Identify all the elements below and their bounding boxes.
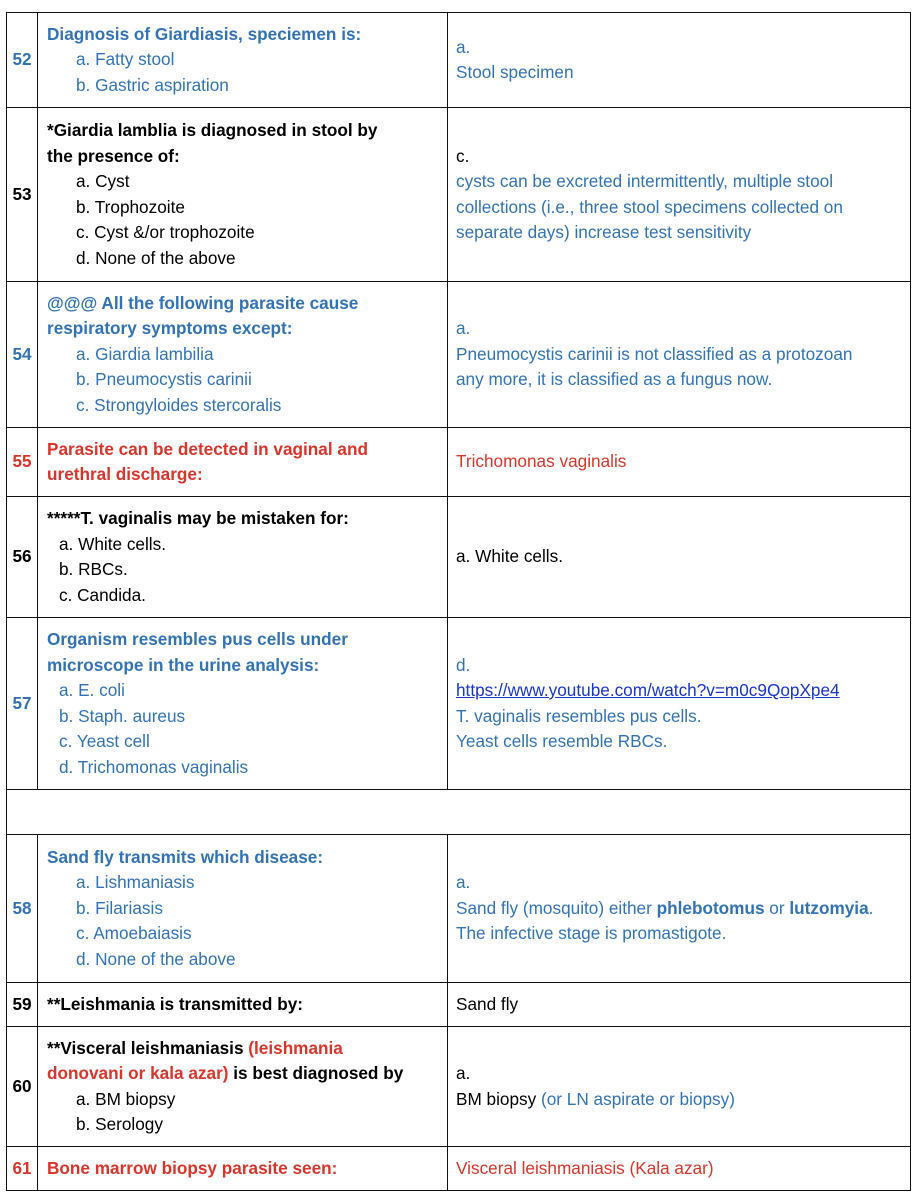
table-row: [7, 108, 911, 282]
option: a. Giardia lambilia: [76, 343, 214, 364]
answer-text: or: [764, 897, 790, 918]
question-cell: [38, 1027, 448, 1147]
table-row: [7, 618, 911, 790]
option: c. Amoebaiasis: [76, 923, 192, 944]
question-number: 53: [7, 108, 38, 282]
question-stem: *****T. vaginalis may be mistaken for:: [47, 508, 349, 528]
question-stem: Organism resembles pus cells under: [47, 629, 348, 649]
table-row: [7, 835, 911, 983]
question-number: 56: [7, 497, 38, 618]
answer-cell: [448, 497, 911, 618]
answer-line: cysts can be excreted intermittently, multiple stool: [456, 171, 834, 191]
question-cell: [38, 282, 448, 428]
empty-cell: [7, 790, 911, 835]
option: b. Serology: [76, 1114, 163, 1134]
answer-letter: a.: [456, 318, 471, 339]
question-number: 57: [7, 618, 38, 790]
question-stem: Diagnosis of Giardiasis, speciemen is:: [47, 23, 362, 44]
table-row: [7, 13, 911, 108]
question-number: 60: [7, 1027, 38, 1147]
answer-text: Sand fly (mosquito) either: [456, 897, 657, 918]
answer-line: T. vaginalis resembles pus cells.: [456, 705, 702, 726]
answer-cell: [448, 1147, 911, 1191]
question-number: 58: [7, 835, 38, 983]
table-row: [7, 428, 911, 497]
question-stem: the presence of:: [47, 145, 180, 166]
table-row: [7, 282, 911, 428]
option: c. Strongyloides stercoralis: [76, 394, 282, 415]
answer-line: separate days) increase test sensitivity: [456, 222, 752, 242]
option: a. E. coli: [59, 680, 125, 700]
answer-line: Sand fly: [456, 993, 519, 1014]
answer-cell: [448, 108, 911, 282]
answer-cell: [448, 282, 911, 428]
answer-letter: a.: [456, 1063, 471, 1083]
answer-bold: lutzomyia: [789, 897, 869, 918]
answer-extra: (or LN aspirate or biopsy): [541, 1088, 735, 1109]
stem-red: donovani or kala azar): [47, 1063, 229, 1083]
answer-line: Trichomonas vaginalis: [456, 451, 627, 472]
question-cell: [38, 13, 448, 108]
option: c. Candida.: [59, 584, 146, 605]
question-cell: [38, 1147, 448, 1191]
question-stem: Sand fly transmits which disease:: [47, 846, 324, 867]
table-row: [7, 1027, 911, 1147]
answer-text: .: [868, 897, 874, 918]
option: a. Fatty stool: [76, 49, 175, 70]
table-row: [7, 1147, 911, 1191]
question-cell: [38, 983, 448, 1027]
option: d. None of the above: [76, 948, 236, 969]
answer-line: collections (i.e., three stool specimens collected on: [456, 196, 843, 217]
question-stem: [47, 1061, 439, 1087]
question-number: 55: [7, 428, 38, 497]
question-cell: [38, 428, 448, 497]
option: d. None of the above: [76, 247, 236, 268]
question-stem: Parasite can be detected in vaginal and: [47, 438, 368, 459]
answer-cell: [448, 1027, 911, 1147]
qa-table: [6, 12, 911, 1191]
youtube-link[interactable]: https://www.youtube.com/watch?v=m0c9QopXpe4: [456, 680, 840, 700]
question-number: 59: [7, 983, 38, 1027]
answer-line: [456, 1087, 902, 1113]
table-row: [7, 497, 911, 618]
answer-line: Pneumocystis carinii is not classified as a protozoan: [456, 343, 853, 364]
answer-line: a. White cells.: [456, 546, 563, 567]
question-cell: [38, 497, 448, 618]
question-stem: urethral discharge:: [47, 464, 203, 484]
question-stem: microscope in the urine analysis:: [47, 654, 320, 675]
option: a. Cyst: [76, 171, 130, 191]
answer-line: The infective stage is promastigote.: [456, 923, 727, 944]
answer-letter: c.: [456, 145, 470, 166]
option: c. Cyst &/or trophozoite: [76, 222, 255, 242]
question-stem: [47, 1036, 439, 1062]
option: b. Trophozoite: [76, 196, 185, 217]
table-row: [7, 983, 911, 1027]
answer-letter: a.: [456, 36, 471, 57]
empty-row: [7, 790, 911, 835]
answer-cell: [448, 983, 911, 1027]
question-stem: Bone marrow biopsy parasite seen:: [47, 1157, 338, 1178]
answer-line: Visceral leishmaniasis (Kala azar): [456, 1157, 714, 1178]
option: d. Trichomonas vaginalis: [59, 756, 249, 777]
question-stem: @@@ All the following parasite cause: [47, 292, 359, 313]
question-number: 54: [7, 282, 38, 428]
question-stem: **Leishmania is transmitted by:: [47, 993, 303, 1014]
option: b. Pneumocystis carinii: [76, 369, 252, 390]
answer-cell: [448, 13, 911, 108]
answer-line: Stool specimen: [456, 62, 574, 82]
option: b. Filariasis: [76, 897, 163, 918]
option: a. Lishmaniasis: [76, 872, 195, 893]
answer-letter: d.: [456, 654, 471, 675]
option: b. Staph. aureus: [59, 705, 186, 726]
stem-text: **Visceral leishmaniasis: [47, 1037, 249, 1058]
stem-text: is best diagnosed by: [228, 1063, 404, 1083]
option: a. White cells.: [59, 533, 166, 554]
question-number: 61: [7, 1147, 38, 1191]
question-stem: respiratory symptoms except:: [47, 318, 293, 339]
answer-letter: a.: [456, 872, 471, 893]
answer-line: [456, 896, 902, 922]
question-cell: [38, 618, 448, 790]
answer-cell: [448, 618, 911, 790]
answer-text: BM biopsy: [456, 1088, 542, 1109]
option: b. Gastric aspiration: [76, 74, 229, 95]
question-stem: *Giardia lamblia is diagnosed in stool by: [47, 120, 378, 140]
stem-red: (leishmania: [248, 1037, 343, 1058]
question-cell: [38, 108, 448, 282]
answer-cell: [448, 835, 911, 983]
answer-line: any more, it is classified as a fungus now.: [456, 369, 773, 390]
option: c. Yeast cell: [59, 731, 150, 751]
option: a. BM biopsy: [76, 1088, 176, 1109]
option: b. RBCs.: [59, 559, 128, 579]
answer-line: Yeast cells resemble RBCs.: [456, 731, 668, 751]
question-number: 52: [7, 13, 38, 108]
question-cell: [38, 835, 448, 983]
answer-cell: [448, 428, 911, 497]
answer-bold: phlebotomus: [656, 897, 765, 918]
